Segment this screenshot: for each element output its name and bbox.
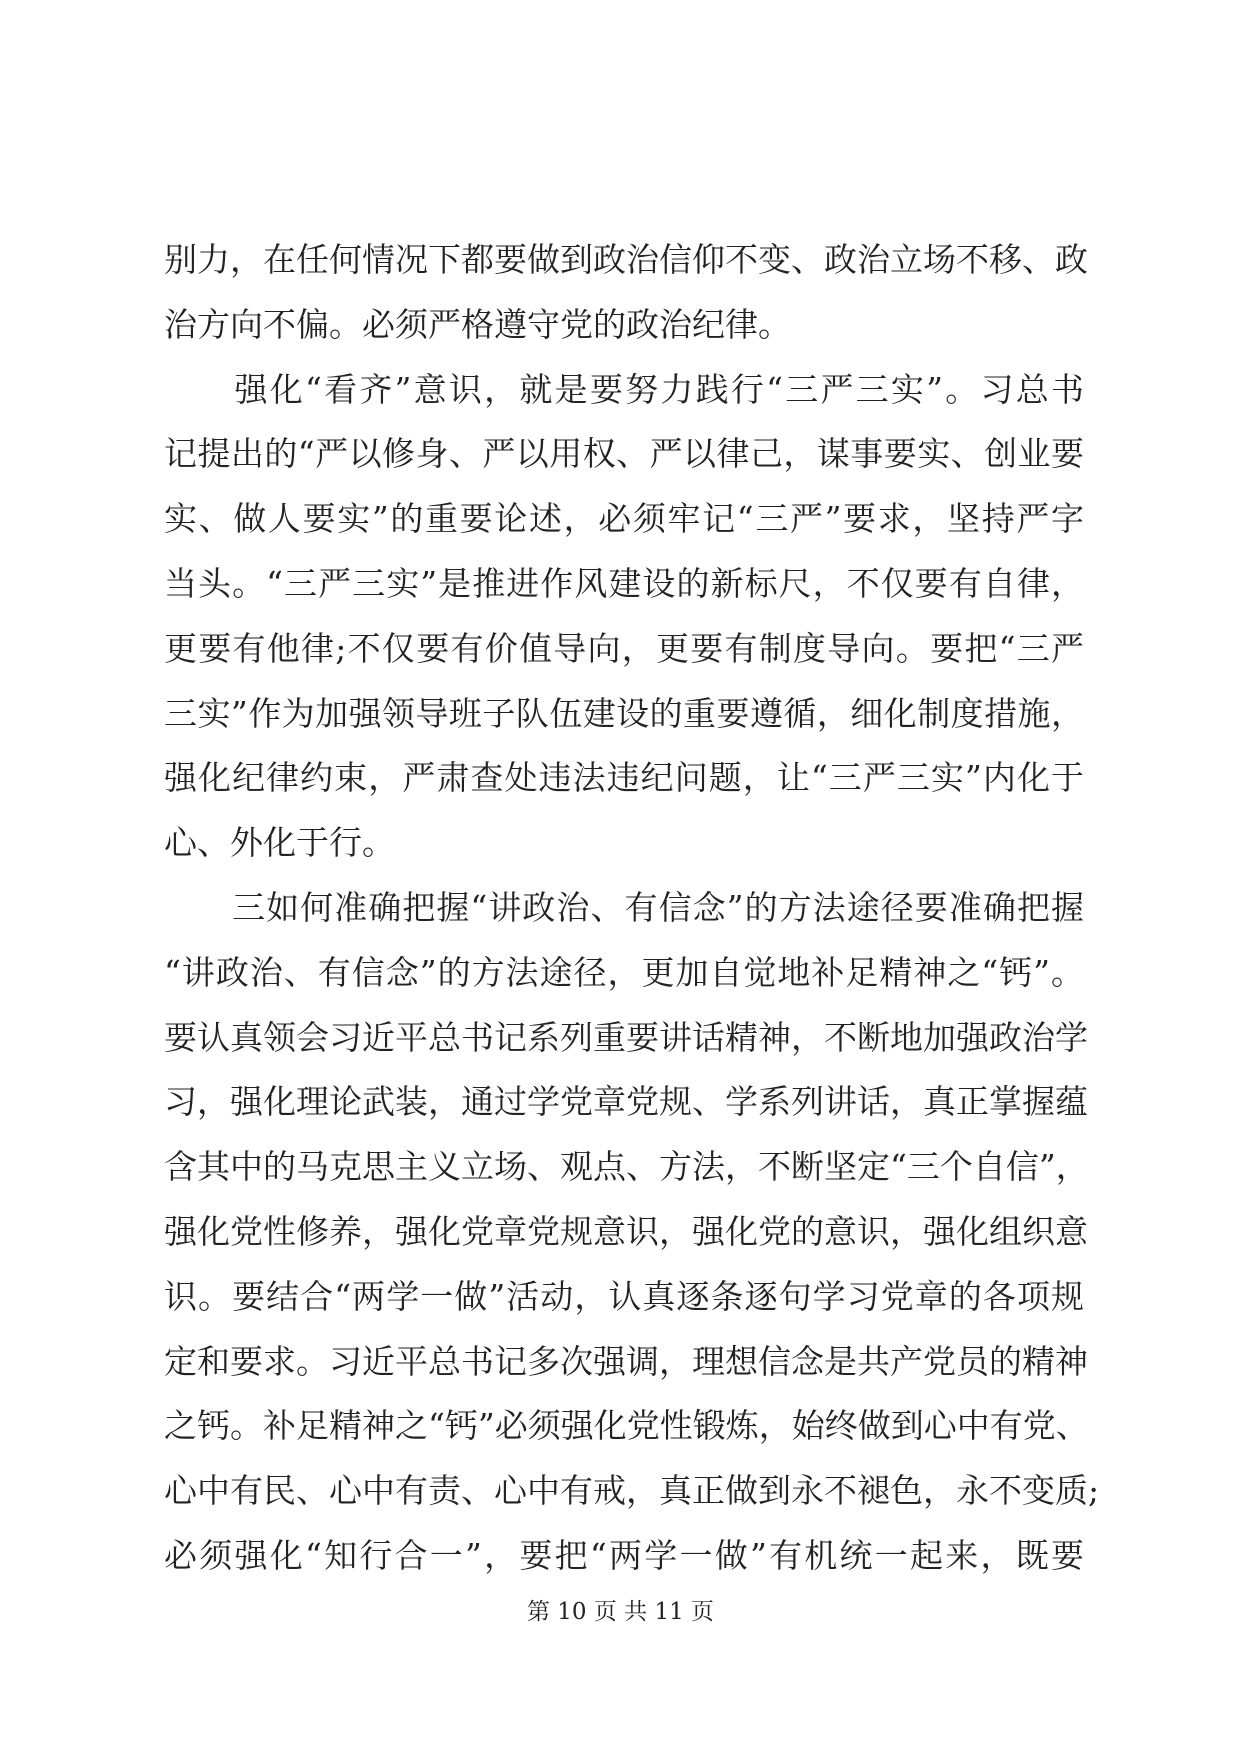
body-text-line: 之钙。补足精神之“钙”必须强化党性锻炼，始终做到心中有党、 <box>164 1406 1089 1446</box>
body-text-line: 记提出的“严以修身、严以用权、严以律己，谋事要实、创业要 <box>164 434 1084 474</box>
body-text-line: 别力，在任何情况下都要做到政治信仰不变、政治立场不移、政 <box>164 240 1088 279</box>
body-text-line: 要认真领会习近平总书记系列重要讲话精神，不断地加强政治学 <box>164 1017 1088 1057</box>
body-text-line: 实、做人要实”的重要论述，必须牢记“三严”要求，坚持严字 <box>164 499 1084 539</box>
body-text-line: 心、外化于行。 <box>164 823 395 863</box>
body-text-line: 三如何准确把握“讲政治、有信念”的方法途径要准确把握 <box>164 887 1084 927</box>
document-body <box>164 228 1100 1589</box>
body-text-line: 更要有他律;不仅要有价值导向，更要有制度导向。要把“三严 <box>164 628 1084 668</box>
body-text-line: 识。要结合“两学一做”活动，认真逐条逐句学习党章的各项规 <box>164 1276 1084 1316</box>
body-text-line: 强化“看齐”意识，就是要努力践行“三严三实”。习总书 <box>164 369 1084 409</box>
body-text-line: “讲政治、有信念”的方法途径，更加自觉地补足精神之“钙”。 <box>164 952 1084 992</box>
body-text-line: 强化党性修养，强化党章党规意识，强化党的意识，强化组织意 <box>164 1211 1088 1251</box>
body-text-line: 定和要求。习近平总书记多次强调，理想信念是共产党员的精神 <box>164 1341 1088 1381</box>
body-text-line: 含其中的马克思主义立场、观点、方法，不断坚定“三个自信”， <box>164 1147 1089 1187</box>
body-text-line: 强化纪律约束，严肃查处违法违纪问题，让“三严三实”内化于 <box>164 758 1084 798</box>
body-text-line: 习，强化理论武装，通过学党章党规、学系列讲话，真正掌握蕴 <box>164 1082 1088 1122</box>
body-text-line: 心中有民、心中有责、心中有戒，真正做到永不褪色，永不变质; <box>164 1471 1100 1511</box>
body-text-line: 治方向不偏。必须严格遵守党的政治纪律。 <box>164 304 791 344</box>
body-text-line: 必须强化“知行合一”，要把“两学一做”有机统一起来，既要 <box>164 1535 1084 1575</box>
body-text-line: 当头。“三严三实”是推进作风建设的新标尺，不仅要有自律， <box>164 563 1084 603</box>
body-text-line: 三实”作为加强领导班子队伍建设的重要遵循，细化制度措施， <box>164 693 1084 733</box>
page-number-footer: 第 10 页 共 11 页 <box>526 1599 715 1625</box>
